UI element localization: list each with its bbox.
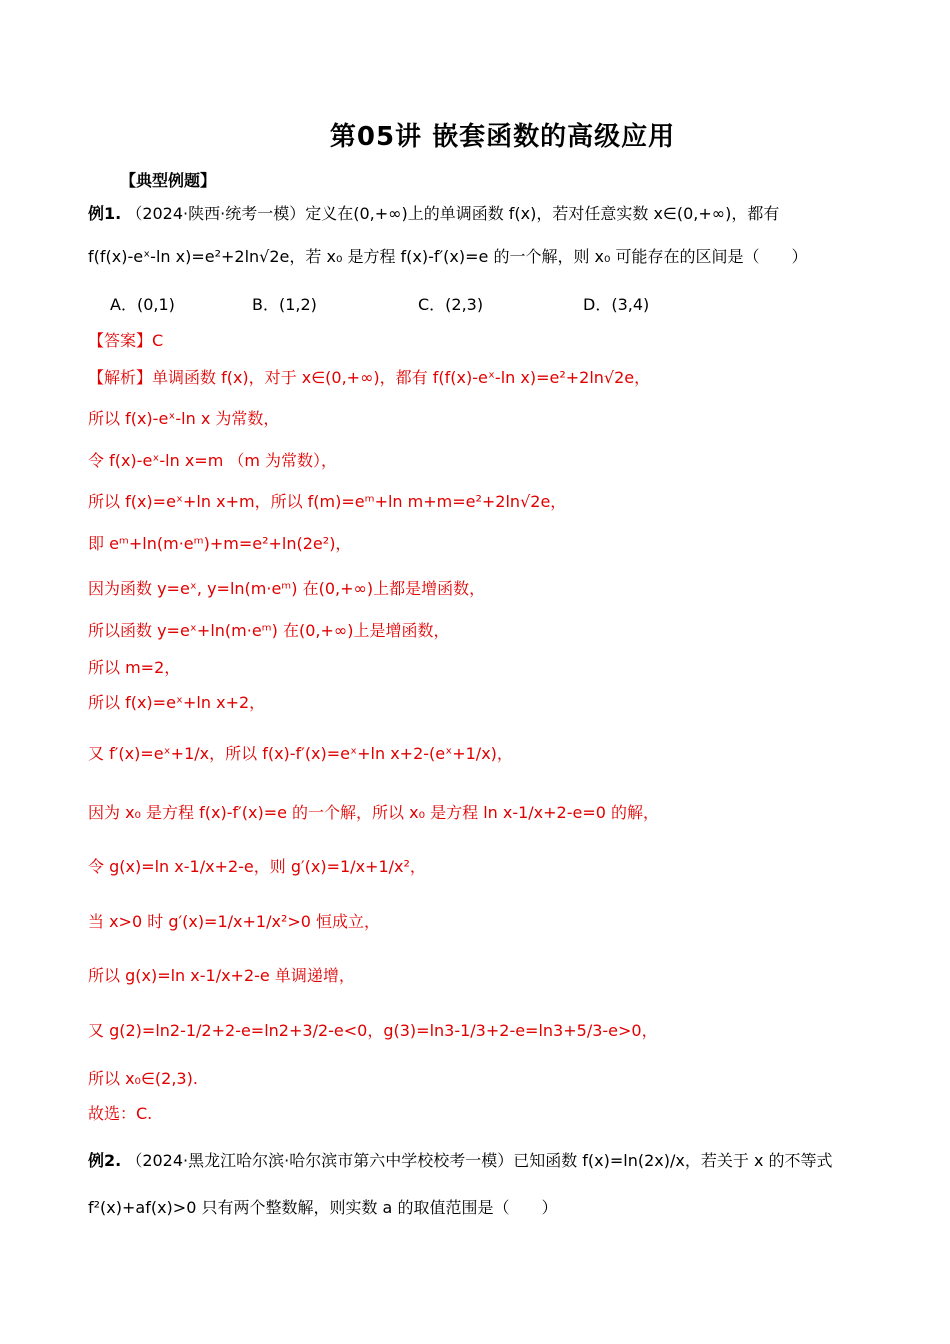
analysis-line: 【解析】单调函数 f(x)，对于 x∈(0,+∞)，都有 f(f(x)-eˣ-ln x)=e²+2ln√2e， <box>88 368 651 387</box>
option-b: B．(1,2) <box>252 295 317 314</box>
option-a: A．(0,1) <box>110 295 175 314</box>
example1-stem-line1 <box>88 203 880 225</box>
analysis-line: 所以 f(x)=eˣ+ln x+2， <box>88 693 266 712</box>
example2-stem-line2: f²(x)+af(x)>0 只有两个整数解，则实数 a 的取值范围是（ ） <box>88 1198 558 1217</box>
analysis-line: 所以函数 y=eˣ+ln(m·eᵐ) 在(0,+∞)上是增函数， <box>88 621 450 640</box>
analysis-line: 令 f(x)-eˣ-ln x=m （m 为常数）， <box>88 451 338 470</box>
analysis-line: 又 f′(x)=eˣ+1/x，所以 f(x)-f′(x)=eˣ+ln x+2-(eˣ+1/x)， <box>88 744 513 763</box>
answer: 【答案】C <box>88 331 164 350</box>
option-c: C．(2,3) <box>418 295 484 314</box>
analysis-line: 因为函数 y=eˣ, y=ln(m·eᵐ) 在(0,+∞)上都是增函数， <box>88 579 486 598</box>
example2-stem1: （2024·黑龙江哈尔滨·哈尔滨市第六中学校校考一模）已知函数 f(x)=ln(2x)/x，若关于 x 的不等式 <box>126 1151 833 1170</box>
analysis-line: 因为 x₀ 是方程 f(x)-f′(x)=e 的一个解，所以 x₀ 是方程 ln x-1/x+2-e=0 的解， <box>88 803 660 822</box>
analysis-line: 所以 g(x)=ln x-1/x+2-e 单调递增， <box>88 966 355 985</box>
example2-label: 例2. <box>88 1151 122 1170</box>
analysis-line: 所以 f(x)=eˣ+ln x+m，所以 f(m)=eᵐ+ln m+m=e²+2ln√2e， <box>88 492 567 511</box>
analysis-line: 所以 f(x)-eˣ-ln x 为常数， <box>88 409 280 428</box>
page-title: 第05讲 嵌套函数的高级应用 <box>329 122 676 152</box>
analysis-line: 所以 x₀∈(2,3). <box>88 1069 198 1088</box>
analysis-line: 当 x>0 时 g′(x)=1/x+1/x²>0 恒成立， <box>88 912 381 931</box>
example1-stem1: （2024·陕西·统考一模）定义在(0,+∞)上的单调函数 f(x)，若对任意实数 x∈(0,+∞)，都有 <box>126 204 780 223</box>
example1-stem-line2: f(f(x)-eˣ-ln x)=e²+2ln√2e，若 x₀ 是方程 f(x)-f′(x)=e 的一个解，则 x₀ 可能存在的区间是（ ） <box>88 247 808 266</box>
option-d: D．(3,4) <box>583 295 650 314</box>
analysis-line: 即 eᵐ+ln(m·eᵐ)+m=e²+ln(2e²)， <box>88 534 352 553</box>
analysis-line: 令 g(x)=ln x-1/x+2-e，则 g′(x)=1/x+1/x²， <box>88 857 426 876</box>
analysis-line: 又 g(2)=ln2-1/2+2-e=ln2+3/2-e<0，g(3)=ln3-1/3+2-e=ln3+5/3-e>0， <box>88 1021 658 1040</box>
analysis-line: 故选：C. <box>88 1104 153 1123</box>
example2-stem-line1 <box>88 1150 880 1172</box>
example1-label: 例1. <box>88 204 122 223</box>
analysis-line: 所以 m=2， <box>88 658 181 677</box>
section-heading: 【典型例题】 <box>120 171 217 190</box>
